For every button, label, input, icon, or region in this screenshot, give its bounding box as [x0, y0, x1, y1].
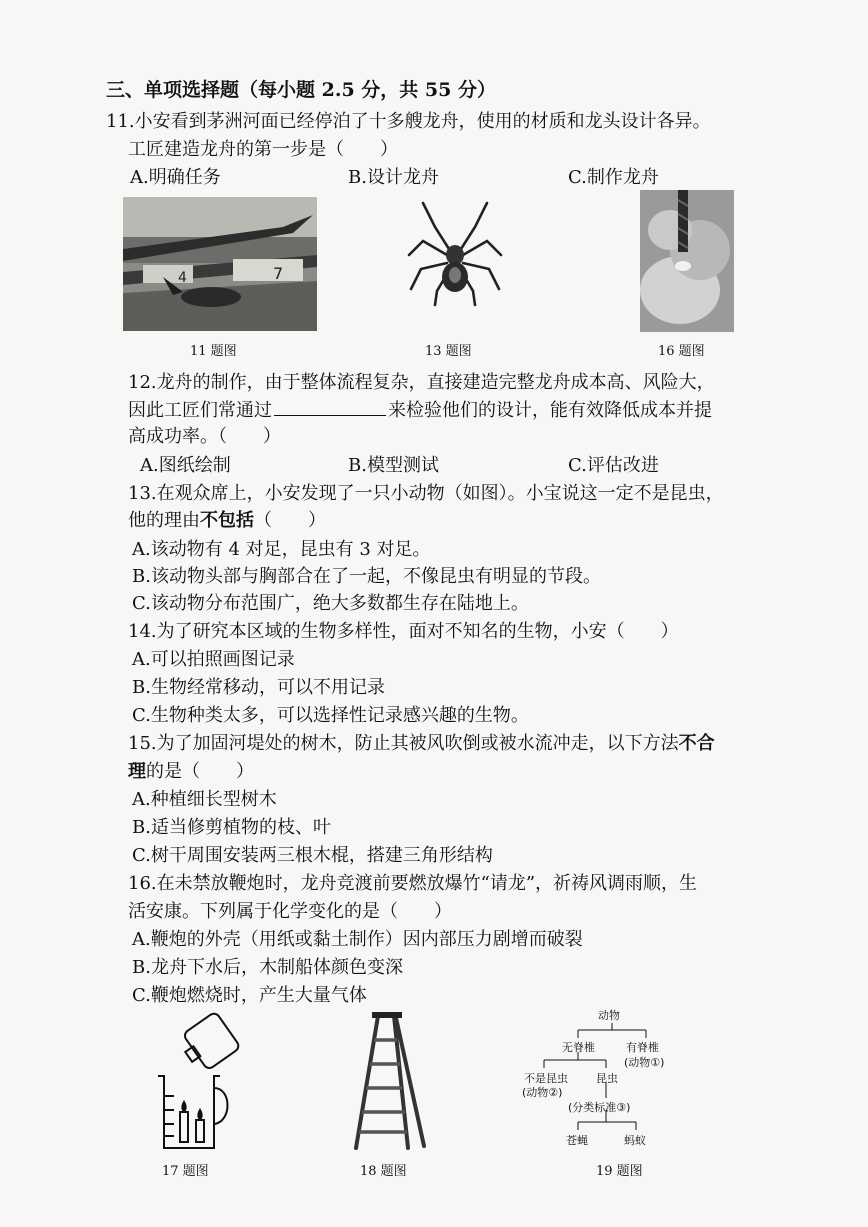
q16-option-a[interactable]: A.鞭炮的外壳（用纸或黏土制作）因内部压力剧增而破裂: [132, 929, 583, 950]
q11-option-b[interactable]: B.设计龙舟: [348, 167, 439, 188]
figure-19-caption: 19 题图: [596, 1164, 643, 1179]
figure-16-caption: 16 题图: [658, 344, 705, 359]
tree-node-fly: 苍蝇: [566, 1134, 588, 1147]
q14-option-c[interactable]: C.生物种类太多，可以选择性记录感兴趣的生物。: [132, 705, 529, 726]
q12-stem-line3: 高成功率。（ ）: [128, 426, 281, 447]
spider-illustration: [405, 197, 505, 307]
q11-option-a[interactable]: A.明确任务: [130, 167, 221, 188]
q12-option-c[interactable]: C.评估改进: [568, 455, 659, 476]
q16-stem-line1: 16.在未禁放鞭炮时，龙舟竞渡前要燃放爆竹“请龙”，祈祷风调雨顺，生: [128, 873, 698, 894]
q11-stem-line1: 11.小安看到茅洲河面已经停泊了十多艘龙舟，使用的材质和龙头设计各异。: [106, 111, 711, 132]
tree-node-invertebrate: 无脊椎: [562, 1041, 595, 1054]
q16-stem-line2: 活安康。下列属于化学变化的是（ ）: [128, 901, 452, 922]
figure-18-caption: 18 题图: [360, 1164, 407, 1179]
q12-stem-line1: 12.龙舟的制作，由于整体流程复杂，直接建造完整龙舟成本高、风险大，: [128, 372, 715, 393]
section-title: 三、单项选择题（每小题 2.5 分，共 55 分）: [106, 79, 496, 101]
tree-node-vertebrate: 有脊椎: [626, 1041, 659, 1054]
q13-option-a[interactable]: A.该动物有 4 对足，昆虫有 3 对足。: [132, 539, 431, 560]
q16-option-c[interactable]: C.鞭炮燃烧时，产生大量气体: [132, 985, 367, 1006]
tree-node-animal-2: (动物②): [522, 1086, 563, 1099]
tree-node-not-insect: 不是昆虫: [524, 1072, 568, 1085]
step-ladder-illustration: [350, 1012, 428, 1152]
svg-text:7: 7: [273, 264, 284, 283]
q14-option-b[interactable]: B.生物经常移动，可以不用记录: [132, 677, 385, 698]
q13-option-b[interactable]: B.该动物头部与胸部合在了一起，不像昆虫有明显的节段。: [132, 566, 601, 587]
q15-option-a[interactable]: A.种植细长型树木: [132, 789, 277, 810]
tree-node-animal-1: (动物①): [624, 1056, 665, 1069]
q15-stem-line2: 理的是（ ）: [128, 761, 254, 782]
q16-option-b[interactable]: B.龙舟下水后，木制船体颜色变深: [132, 957, 403, 978]
q15-stem-line1: 15.为了加固河堤处的树木，防止其被风吹倒或被水流冲走，以下方法不合: [128, 733, 715, 754]
q13-option-c[interactable]: C.该动物分布范围广，绝大多数都生存在陆地上。: [132, 593, 529, 614]
q12-stem-line2: 因此工匠们常通过 来检验他们的设计，能有效降低成本并提: [128, 400, 712, 421]
q15-option-b[interactable]: B.适当修剪植物的枝、叶: [132, 817, 331, 838]
tree-node-insect: 昆虫: [596, 1072, 618, 1085]
firecracker-photo: [640, 190, 734, 332]
q15-option-c[interactable]: C.树干周围安装两三根木棍，搭建三角形结构: [132, 845, 493, 866]
q14-option-a[interactable]: A.可以拍照画图记录: [132, 649, 295, 670]
dragon-boats-photo: [123, 197, 317, 331]
q11-option-c[interactable]: C.制作龙舟: [568, 167, 659, 188]
figure-11-caption: 11 题图: [190, 344, 237, 359]
tree-node-ant: 蚂蚁: [624, 1134, 646, 1147]
q14-stem: 14.为了研究本区域的生物多样性，面对不知名的生物，小安（ ）: [128, 621, 679, 642]
q13-stem-line2: 他的理由不包括（ ）: [128, 510, 326, 531]
tree-node-criterion-3: (分类标准③): [568, 1101, 631, 1114]
svg-text:4: 4: [178, 270, 187, 286]
q13-stem-line1: 13.在观众席上，小安发现了一只小动物（如图）。小宝说这一定不是昆虫，: [128, 483, 724, 504]
q11-stem-line2: 工匠建造龙舟的第一步是（ ）: [128, 139, 398, 160]
q12-option-a[interactable]: A.图纸绘制: [140, 455, 231, 476]
figure-13-caption: 13 题图: [425, 344, 472, 359]
tree-node-animal: 动物: [598, 1009, 620, 1022]
answer-blank[interactable]: [274, 398, 386, 416]
figure-17-caption: 17 题图: [162, 1164, 209, 1179]
beaker-candle-illustration: [150, 1012, 250, 1152]
q12-option-b[interactable]: B.模型测试: [348, 455, 439, 476]
